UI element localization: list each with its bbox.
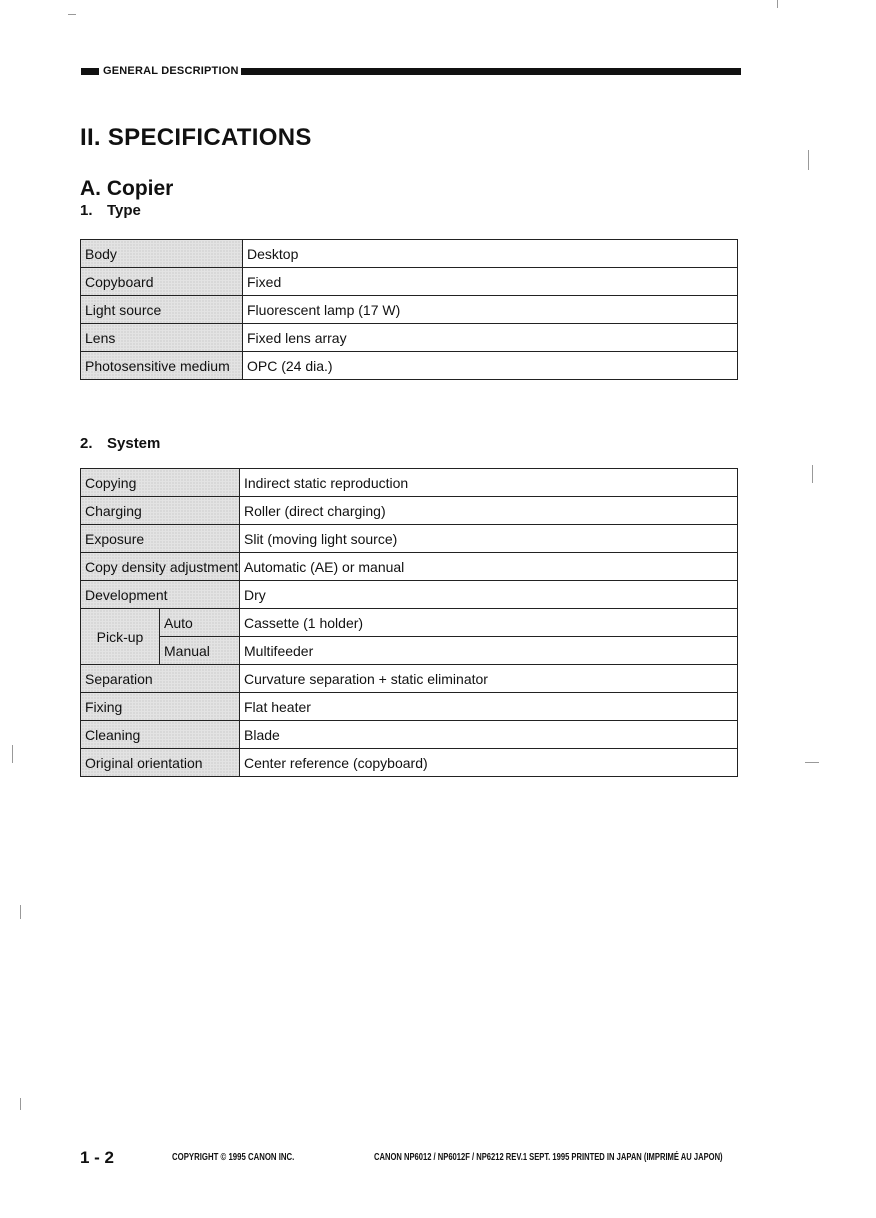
table-row: [81, 352, 738, 380]
spec-key: Lens: [81, 324, 243, 352]
spec-value: Center reference (copyboard): [240, 749, 738, 777]
system-heading: [80, 435, 160, 452]
spec-key: Copyboard: [81, 268, 243, 296]
table-row: [81, 553, 738, 581]
spec-value: Indirect static reproduction: [240, 469, 738, 497]
table-row: [81, 296, 738, 324]
table-row: [81, 581, 738, 609]
spec-key: Light source: [81, 296, 243, 324]
table-row: [81, 665, 738, 693]
page-footer: [80, 1150, 740, 1170]
spec-value: Automatic (AE) or manual: [240, 553, 738, 581]
spec-key: Original orientation: [81, 749, 240, 777]
spec-key: Development: [81, 581, 240, 609]
spec-key: Photosensitive medium: [81, 352, 243, 380]
table-row: [81, 637, 738, 665]
spec-key: Charging: [81, 497, 240, 525]
spec-value: Fixed lens array: [243, 324, 738, 352]
revision-notice: CANON NP6012 / NP6012F / NP6212 REV.1 SEPT. 1995 PRINTED IN JAPAN (IMPRIMÉ AU JAPON): [374, 1152, 723, 1163]
spec-key: Exposure: [81, 525, 240, 553]
spec-value: Slit (moving light source): [240, 525, 738, 553]
table-row: [81, 497, 738, 525]
spec-key: Copying: [81, 469, 240, 497]
pickup-auto-value: Cassette (1 holder): [240, 609, 738, 637]
page-title: II. SPECIFICATIONS: [80, 124, 312, 151]
table-row: [81, 609, 738, 637]
table-row: [81, 469, 738, 497]
table-row: [81, 240, 738, 268]
spec-value: Dry: [240, 581, 738, 609]
spec-key: Cleaning: [81, 721, 240, 749]
spec-key: Separation: [81, 665, 240, 693]
subsection-title: A. Copier: [80, 177, 174, 200]
spec-value: OPC (24 dia.): [243, 352, 738, 380]
spec-value: Blade: [240, 721, 738, 749]
table-row: [81, 693, 738, 721]
type-heading-text: Type: [107, 202, 141, 219]
pickup-manual-label: Manual: [160, 637, 240, 665]
copyright-notice: COPYRIGHT © 1995 CANON INC.: [172, 1152, 295, 1163]
section-header-label: GENERAL DESCRIPTION: [103, 65, 239, 77]
spec-key: Copy density adjustment: [81, 553, 240, 581]
section-header-bar: [81, 66, 741, 77]
spec-value: Curvature separation + static eliminator: [240, 665, 738, 693]
spec-value: Fixed: [243, 268, 738, 296]
spec-value: Desktop: [243, 240, 738, 268]
pickup-auto-label: Auto: [160, 609, 240, 637]
spec-value: Flat heater: [240, 693, 738, 721]
table-row: [81, 721, 738, 749]
table-row: [81, 749, 738, 777]
pickup-key: Pick-up: [81, 609, 160, 665]
spec-key: Body: [81, 240, 243, 268]
type-heading-number: 1.: [80, 202, 93, 219]
system-heading-text: System: [107, 435, 161, 452]
spec-value: Fluorescent lamp (17 W): [243, 296, 738, 324]
page-number: 1 - 2: [80, 1148, 115, 1167]
system-spec-table: [80, 468, 738, 777]
spec-value: Roller (direct charging): [240, 497, 738, 525]
header-bar-rule: [241, 68, 741, 75]
type-heading: [80, 202, 141, 219]
spec-key: Fixing: [81, 693, 240, 721]
header-bar-left-block: [81, 68, 99, 75]
system-heading-number: 2.: [80, 435, 93, 452]
table-row: [81, 268, 738, 296]
table-row: [81, 525, 738, 553]
table-row: [81, 324, 738, 352]
type-spec-table: [80, 239, 738, 380]
pickup-manual-value: Multifeeder: [240, 637, 738, 665]
